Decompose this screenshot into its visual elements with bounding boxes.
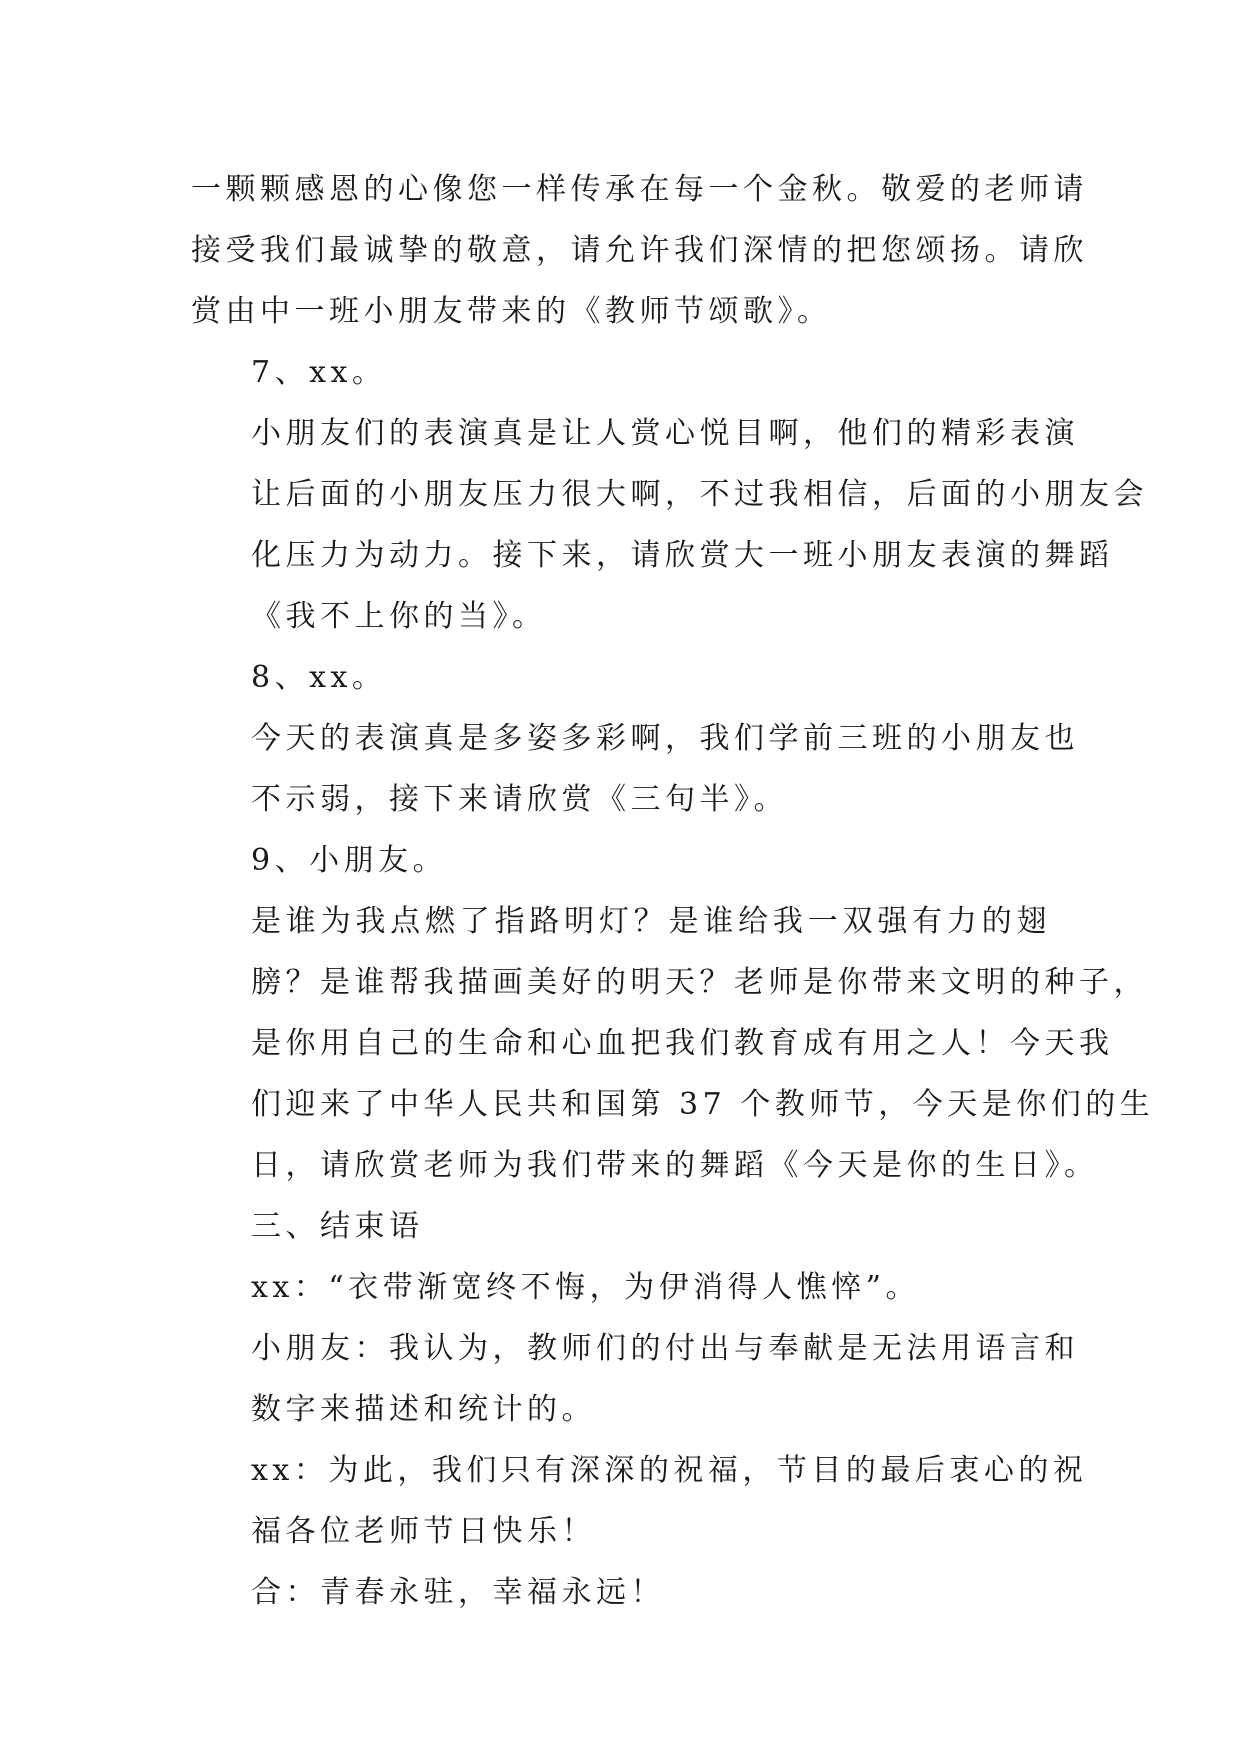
paragraph-line: 今天的表演真是多姿多彩啊，我们学前三班的小朋友也: [251, 721, 1079, 756]
paragraph-line: 们迎来了中华人民共和国第 37 个教师节，今天是你们的生: [251, 1087, 1155, 1122]
paragraph-line: 7、xx。: [251, 355, 387, 390]
paragraph-line: 不示弱，接下来请欣赏《三句半》。: [251, 782, 788, 817]
paragraph-line: xx：“衣带渐宽终不悔，为伊消得人憔悴”。: [251, 1270, 921, 1305]
paragraph-line: 一颗颗感恩的心像您一样传承在每一个金秋。敬爱的老师请: [191, 172, 1088, 207]
paragraph-line: xx：为此，我们只有深深的祝福，节目的最后衷心的祝: [251, 1453, 1088, 1488]
paragraph: [191, 1196, 1051, 1257]
paragraph: [191, 403, 1148, 647]
document-body: [191, 159, 1155, 1623]
paragraph: [191, 1440, 1088, 1562]
paragraph: [191, 159, 1088, 342]
paragraph-line: 日，请欣赏老师为我们带来的舞蹈《今天是你的生日》。: [251, 1148, 1099, 1183]
paragraph: [191, 342, 1051, 403]
paragraph-line: 合：青春永驻，幸福永远！: [251, 1575, 665, 1610]
paragraph-line: 小朋友：我认为，教师们的付出与奉献是无法用语言和: [251, 1331, 1079, 1366]
paragraph-line: 让后面的小朋友压力很大啊，不过我相信，后面的小朋友会: [251, 477, 1148, 512]
paragraph: [191, 1318, 1079, 1440]
paragraph: [191, 1562, 1051, 1623]
paragraph: [191, 891, 1155, 1196]
paragraph-line: 是你用自己的生命和心血把我们教育成有用之人！今天我: [251, 1026, 1114, 1061]
paragraph-line: 8、xx。: [251, 660, 387, 695]
paragraph-line: 福各位老师节日快乐！: [251, 1514, 596, 1549]
paragraph: [191, 708, 1079, 830]
paragraph-line: 9、小朋友。: [251, 843, 448, 878]
paragraph-line: 小朋友们的表演真是让人赏心悦目啊，他们的精彩表演: [251, 416, 1079, 451]
paragraph-line: 赏由中一班小朋友带来的《教师节颂歌》。: [191, 294, 832, 329]
paragraph: [191, 830, 1051, 891]
paragraph-line: 《我不上你的当》。: [251, 599, 547, 634]
paragraph-line: 数字来描述和统计的。: [251, 1392, 596, 1427]
paragraph-line: 三、结束语: [251, 1209, 424, 1244]
paragraph-line: 化压力为动力。接下来，请欣赏大一班小朋友表演的舞蹈: [251, 538, 1114, 573]
paragraph-line: 接受我们最诚挚的敬意，请允许我们深情的把您颂扬。请欣: [191, 233, 1088, 268]
paragraph: [191, 647, 1051, 708]
paragraph-line: 膀？是谁帮我描画美好的明天？老师是你带来文明的种子，: [251, 965, 1148, 1000]
paragraph: [191, 1257, 1051, 1318]
paragraph-line: 是谁为我点燃了指路明灯？是谁给我一双强有力的翅: [251, 904, 1051, 939]
